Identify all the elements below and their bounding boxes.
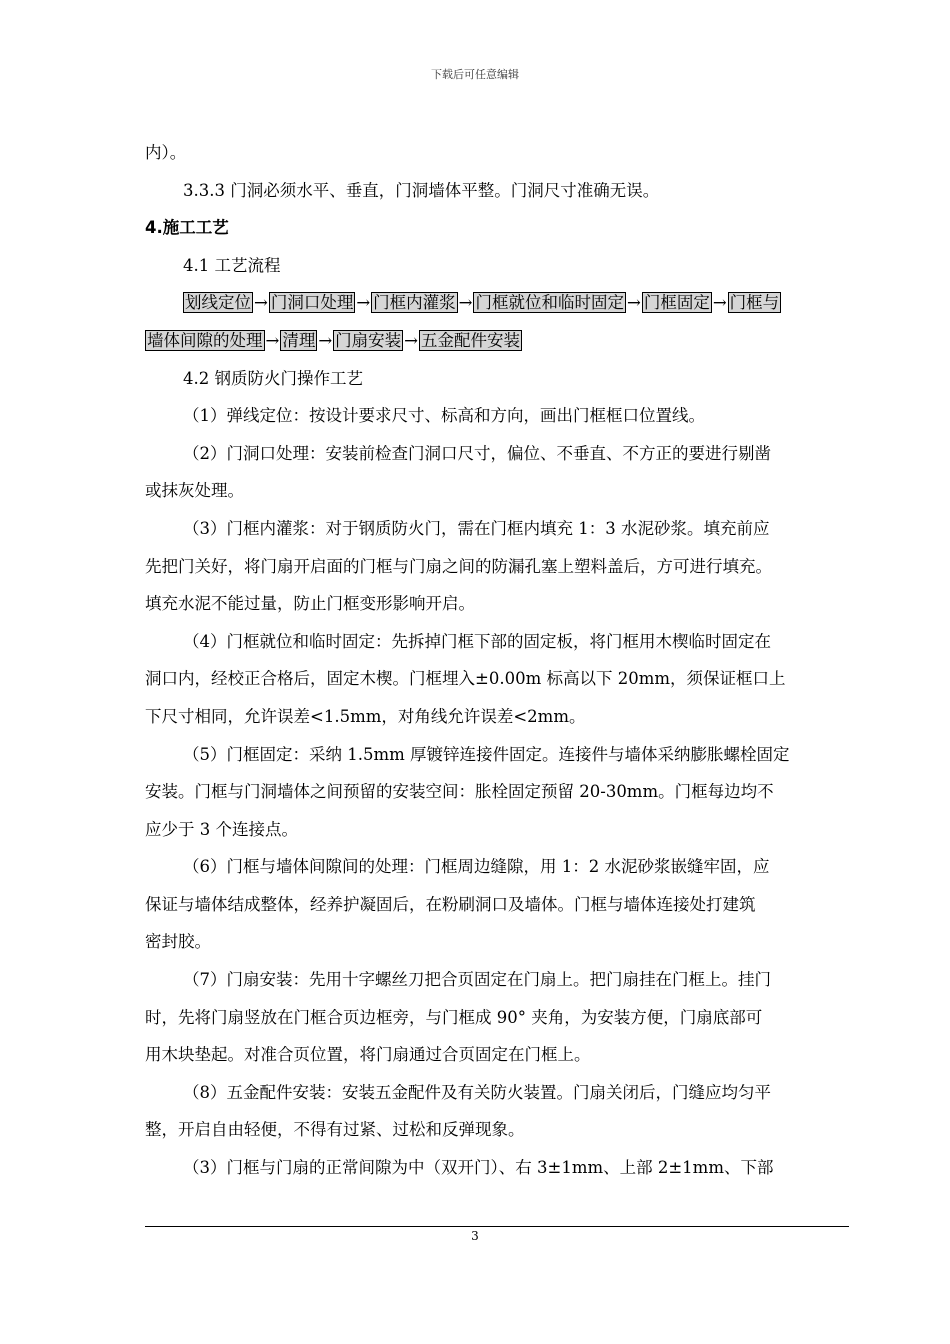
paragraph-line: 用木块垫起。对准合页位置，将门扇通过合页固定在门框上。 [145,1045,591,1065]
paragraph-line: （3）门框与门扇的正常间隙为中（双开门）、右 3±1mm、上部 2±1mm、下部 [183,1158,774,1178]
paragraph-line: 安装。门框与门洞墙体之间预留的安装空间：胀栓固定预留 20-30mm。门框每边均不 [145,782,774,802]
flow-step: 门扇安装 [335,330,402,350]
paragraph-line: （2）门洞口处理：安装前检查门洞口尺寸，偏位、不垂直、不方正的要进行剔凿 [183,443,771,463]
paragraph-line: 洞口内，经校正合格后，固定木楔。门框埋入±0.00m 标高以下 20mm，须保证框口上 [145,669,786,689]
document-body [145,140,863,1193]
paragraph-line: 内）。 [145,143,187,162]
paragraph-line: （1）弹线定位：按设计要求尺寸、标高和方向，画出门框框口位置线。 [183,406,705,426]
arrow-icon: → [712,293,727,313]
paragraph-line: 应少于 3 个连接点。 [145,819,298,839]
arrow-icon: → [626,293,641,313]
arrow-icon: → [265,330,280,350]
paragraph-line: （7）门扇安装：先用十字螺丝刀把合页固定在门扇上。把门扇挂在门框上。挂门 [183,970,771,990]
paragraph-line: 或抹灰处理。 [145,481,244,501]
paragraph-line: 密封胶。 [145,932,211,952]
paragraph-line: 先把门关好，将门扇开启面的门框与门扇之间的防漏孔塞上塑料盖后，方可进行填充。 [145,556,772,576]
flow-step: 门框内灌浆 [373,293,456,313]
arrow-icon: → [404,330,418,350]
section-heading: 4.施工工艺 [145,218,229,238]
page-header: 下载后可任意编辑 [431,68,519,81]
page-number: 3 [471,1229,479,1243]
flow-step: 墙体间隙的处理 [147,330,263,350]
flow-step: 门框固定 [643,293,710,313]
paragraph-line: 3.3.3 门洞必须水平、垂直，门洞墙体平整。门洞尺寸准确无误。 [183,180,660,200]
paragraph-line: 保证与墙体结成整体，经养护凝固后，在粉刷洞口及墙体。门框与墙体连接处打建筑 [145,894,756,914]
process-flow-row-2 [145,328,863,366]
paragraph-line: （3）门框内灌浆：对于钢质防火门，需在门框内填充 1：3 水泥砂浆。填充前应 [183,518,770,538]
subsection-heading: 4.1 工艺流程 [183,255,281,275]
flow-step: 门框就位和临时固定 [475,293,624,313]
arrow-icon: → [356,293,371,313]
subsection-heading: 4.2 钢质防火门操作工艺 [183,368,363,388]
arrow-icon: → [254,293,268,313]
flow-step: 划线定位 [185,293,251,313]
paragraph-line: （6）门框与墙体间隙间的处理：门框周边缝隙，用 1：2 水泥砂浆嵌缝牢固，应 [183,857,770,877]
process-flow-row-1 [145,290,863,328]
flow-step: 门框与 [729,293,780,313]
paragraph-line: 下尺寸相同，允许误差<1.5mm，对角线允许误差<2mm。 [145,706,586,726]
paragraph-line: （4）门框就位和临时固定：先拆掉门框下部的固定板，将门框用木楔临时固定在 [183,631,771,651]
arrow-icon: → [318,330,333,350]
paragraph-line: （5）门框固定：采纳 1.5mm 厚镀锌连接件固定。连接件与墙体采纳膨胀螺栓固定 [183,744,790,764]
paragraph-line: 整，开启自由轻便，不得有过紧、过松和反弹现象。 [145,1120,525,1140]
paragraph-line: 时，先将门扇竖放在门框合页边框旁，与门框成 90° 夹角，为安装方便，门扇底部可 [145,1007,763,1027]
flow-step: 清理 [282,330,316,350]
flow-step: 门洞口处理 [270,293,354,313]
paragraph-line: （8）五金配件安装：安装五金配件及有关防火装置。门扇关闭后，门缝应均匀平 [183,1082,771,1102]
flow-step: 五金配件安装 [420,330,520,350]
arrow-icon: → [458,293,473,313]
paragraph-line: 填充水泥不能过量，防止门框变形影响开启。 [145,594,475,614]
footer-divider [145,1226,849,1227]
